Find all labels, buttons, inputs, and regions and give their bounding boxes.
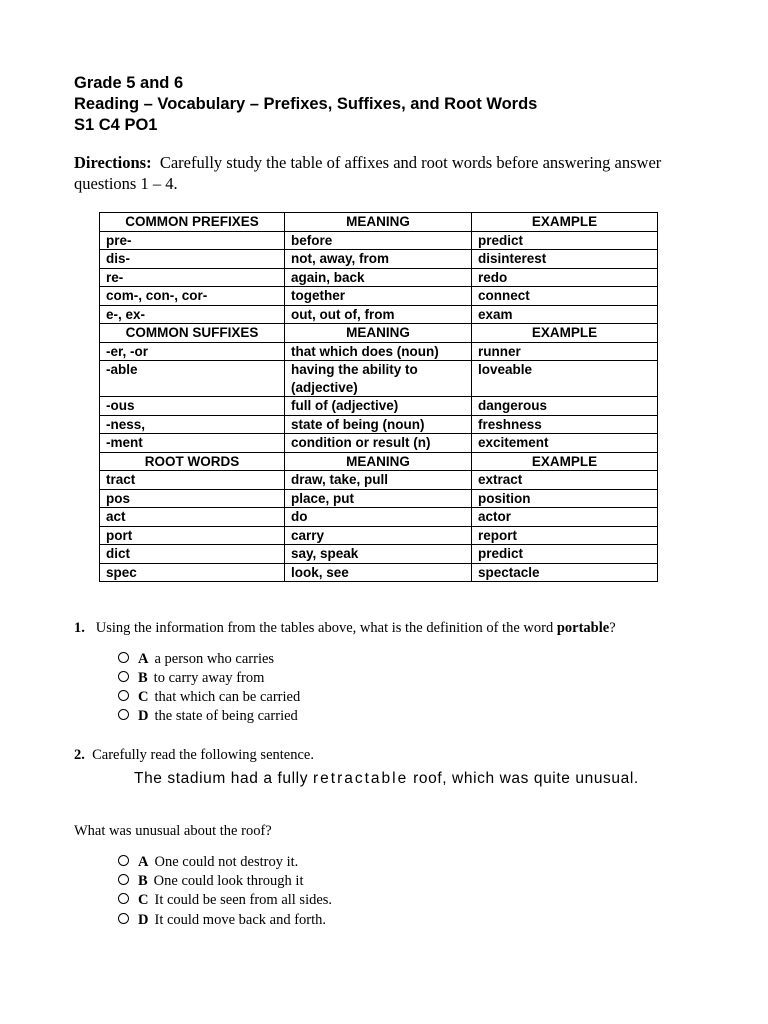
radio-circle-icon[interactable] [118,855,129,866]
prefix-header-row [100,213,658,232]
option-text: that which can be carried [154,689,301,705]
column-header: COMMON SUFFIXES [100,324,285,343]
column-header: MEANING [285,213,472,232]
option-letter: B [138,670,148,686]
table-cell: before [285,231,472,250]
option-letter: A [138,651,149,667]
table-cell: dangerous [472,397,658,416]
option-text: It could move back and forth. [154,912,327,928]
table-cell: redo [472,268,658,287]
radio-circle-icon[interactable] [118,671,129,682]
table-cell: pos [100,489,285,508]
radio-circle-icon[interactable] [118,690,129,701]
table-cell: position [472,489,658,508]
affix-table [99,212,658,582]
option-letter: A [138,854,149,870]
table-cell: that which does (noun) [285,342,472,361]
table-cell: dict [100,545,285,564]
table-cell: condition or result (n) [285,434,472,453]
table-row [100,563,658,582]
column-header: ROOT WORDS [100,452,285,471]
table-cell: runner [472,342,658,361]
q1-option-d[interactable] [118,707,298,726]
radio-circle-icon[interactable] [118,652,129,663]
radio-circle-icon[interactable] [118,709,129,720]
table-cell: extract [472,471,658,490]
q2-prompt: What was unusual about the roof? [74,823,272,839]
question-number: 2. [74,747,85,763]
q2-option-d[interactable] [118,911,326,930]
radio-circle-icon[interactable] [118,874,129,885]
directions-text: Carefully study the table of affixes and root words before answering answer questions 1 – 4. [74,153,662,193]
table-cell: again, back [285,268,472,287]
q2-option-a[interactable] [118,853,298,872]
option-text: One could look through it [153,873,304,889]
table-cell: state of being (noun) [285,415,472,434]
table-row [100,434,658,453]
table-row [100,250,658,269]
table-cell: together [285,287,472,306]
table-cell: disinterest [472,250,658,269]
table-cell: do [285,508,472,527]
table-cell: predict [472,231,658,250]
table-cell: report [472,526,658,545]
table-cell: full of (adjective) [285,397,472,416]
table-cell: having the ability to (adjective) [285,361,472,397]
table-cell: -ment [100,434,285,453]
option-letter: D [138,912,149,928]
table-cell: connect [472,287,658,306]
sentence-end: roof, which was quite unusual. [413,770,639,787]
table-cell: act [100,508,285,527]
table-cell: dis- [100,250,285,269]
table-cell: place, put [285,489,472,508]
column-header: MEANING [285,324,472,343]
q1-option-b[interactable] [118,669,264,688]
question-text: Using the information from the tables above, what is the definition of the word [95,620,554,636]
q2-option-c[interactable] [118,891,332,910]
directions [74,152,694,194]
question-2 [74,746,314,765]
table-cell: out, out of, from [285,305,472,324]
subject-heading: Reading – Vocabulary – Prefixes, Suffixes, and Root Words [74,95,538,113]
table-cell: tract [100,471,285,490]
table-cell: exam [472,305,658,324]
table-cell: carry [285,526,472,545]
table-cell: draw, take, pull [285,471,472,490]
table-row [100,287,658,306]
standard-code: S1 C4 PO1 [74,116,158,134]
table-row [100,415,658,434]
table-cell: spec [100,563,285,582]
table-cell: say, speak [285,545,472,564]
option-letter: C [138,892,149,908]
table-row [100,397,658,416]
option-text: to carry away from [153,670,265,686]
table-row [100,305,658,324]
option-letter: D [138,708,149,724]
column-header: EXAMPLE [472,452,658,471]
grade-heading: Grade 5 and 6 [74,74,184,92]
table-cell: re- [100,268,285,287]
table-cell: -er, -or [100,342,285,361]
table-row [100,526,658,545]
sentence-start: The stadium had a fully [134,770,309,787]
question-text: Carefully read the following sentence. [92,747,314,763]
option-text: a person who carries [154,651,275,667]
question-number: 1. [74,620,85,636]
suffix-header-row [100,324,658,343]
question-1 [74,619,616,638]
column-header: EXAMPLE [472,324,658,343]
table-row [100,342,658,361]
radio-circle-icon[interactable] [118,893,129,904]
q2-option-b[interactable] [118,872,304,891]
q1-option-c[interactable] [118,688,300,707]
option-text: the state of being carried [154,708,298,724]
q1-option-a[interactable] [118,650,274,669]
table-cell: -ness, [100,415,285,434]
option-letter: C [138,689,149,705]
table-cell: look, see [285,563,472,582]
table-cell: actor [472,508,658,527]
question-keyword: portable [556,620,610,636]
radio-circle-icon[interactable] [118,913,129,924]
table-row [100,489,658,508]
table-row [100,361,658,397]
table-cell: com-, con-, cor- [100,287,285,306]
option-text: It could be seen from all sides. [154,892,333,908]
table-cell: spectacle [472,563,658,582]
column-header: EXAMPLE [472,213,658,232]
table-row [100,545,658,564]
table-row [100,508,658,527]
table-cell: -able [100,361,285,397]
directions-label: Directions: [74,153,152,172]
column-header: COMMON PREFIXES [100,213,285,232]
table-cell: e-, ex- [100,305,285,324]
table-cell: -ous [100,397,285,416]
table-row [100,268,658,287]
table-cell: not, away, from [285,250,472,269]
table-cell: loveable [472,361,658,397]
table-cell: pre- [100,231,285,250]
table-row [100,231,658,250]
table-row [100,471,658,490]
quoted-sentence [134,768,654,789]
table-cell: freshness [472,415,658,434]
sentence-keyword: retractable [312,770,409,787]
question-end: ? [609,620,616,636]
option-letter: B [138,873,148,889]
table-cell: predict [472,545,658,564]
column-header: MEANING [285,452,472,471]
option-text: One could not destroy it. [154,854,299,870]
table-cell: excitement [472,434,658,453]
root-header-row [100,452,658,471]
table-cell: port [100,526,285,545]
